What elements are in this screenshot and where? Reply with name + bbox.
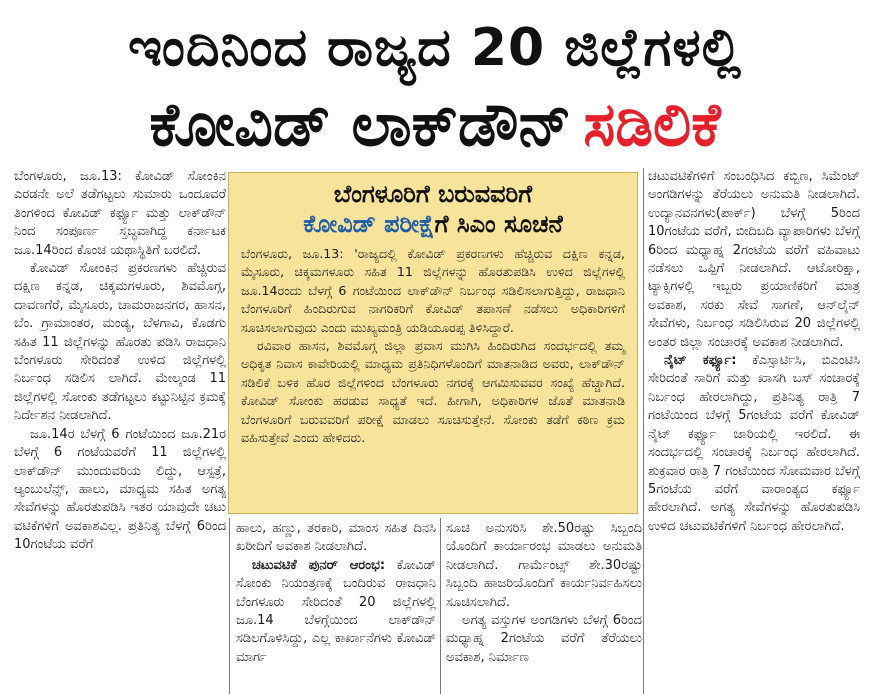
headline-line1: ಇಂದಿನಿಂದ ರಾಜ್ಯದ 20 ಜಿಲ್ಲೆಗಳಲ್ಲಿ (128, 18, 742, 78)
dateline: ಬೆಂಗಳೂರು, ಜೂ.13: (241, 246, 344, 261)
subheading: ನೈಟ್ ಕರ್ಫ್ಯೂ: (664, 353, 737, 369)
box-title-line1: ಬೆಂಗಳೂರಿಗೆ ಬರುವವರಿಗೆ (333, 180, 533, 208)
paragraph (241, 245, 625, 337)
article-column-4 (648, 168, 860, 536)
paragraph: ಜೂ.14ರ ಬೆಳಗ್ಗೆ 6 ಗಂಟೆಯಿಂದ ಜೂ.21ರ ಬೆಳಗ್ಗೆ 6 ಗಂಟೆಯವರೆಗೆ 11 ಜಿಲ್ಲೆಗಳಲ್ಲಿ ಲಾಕ್‌ಡೌನ್ ಮುಂದುವರಿಯ ಲಿದ್ದು, ಆಸ್ಪತ್ರೆ, ಆ್ಯಂಬುಲೆನ್ಸ್, ಹಾಲು, ಮಾಧ್ಯಮ ಸಹಿತ ಅಗತ್ಯ ಸೇವೆಗಳನ್ನು ಹೊರತುಪಡಿಸಿ ಇತರ ಯಾವುದೇ ಚಟು ವಟಿಕೆಗಳಿಗೆ ಅವಕಾಶವಿಲ್ಲ. ಪ್ರತಿನಿತ್ಯ ಬೆಳಗ್ಗೆ 6ರಿಂದ 10ಗಂಟೆಯ ವರೆಗೆ (14, 426, 226, 553)
paragraph: ಸೂಚಿ ಅನುಸರಿಸಿ ಶೇ.50ರಷ್ಟು ಸಿಬ್ಬಂದಿ ಯೊಂದಿಗೆ ಕಾರ್ಯಾರಂಭ ಮಾಡಲು ಅನುಮತಿ ನೀಡಲಾಗಿದೆ. ಗಾರ್ಮೆಂಟ್ಸ್ ಶೇ.30ರಷ್ಟು ಸಿಬ್ಬಂದಿ ಹಾಜರಿಯೊಂದಿಗೆ ಕಾರ್ಯನಿರ್ವಹಿಸಲು ಸೂಚಿಸಲಾಗಿದೆ. (446, 521, 642, 610)
article-column-2 (236, 520, 436, 667)
paragraph: ಕೋವಿಡ್ ಸೋಂಕಿನ ಪ್ರಕರಣಗಳು ಹೆಚ್ಚಿರುವ ದಕ್ಷಿಣ ಕನ್ನಡ, ಚಿಕ್ಕಮಗಳೂರು, ಶಿವಮೊಗ್ಗ, ದಾವಣಗೆರೆ, ಮೈಸೂರು, ಚಾಮರಾಜನಗರ, ಹಾಸನ, ಬೆಂ. ಗ್ರಾಮಾಂತರ, ಮಂಡ್ಯ, ಬೆಳಗಾವಿ, ಕೊಡಗು ಸಹಿತ 11 ಜಿಲ್ಲೆಗಳನ್ನು ಹೊರತು ಪಡಿಸಿ ರಾಜಧಾನಿ ಬೆಂಗಳೂರು ಸೇರಿದಂತೆ ಉಳಿದ ಜಿಲ್ಲೆಗಳಲ್ಲಿ ನಿರ್ಬಂಧ ಸಡಿಲಿಸ ಲಾಗಿದೆ. ಮೇಲ್ಕಂಡ 11 ಜಿಲ್ಲೆಗಳಲ್ಲಿ ಸೋಂಕು ತಡೆಗಟ್ಟಲು ಕಟ್ಟುನಿಟ್ಟಿನ ಕ್ರಮಕ್ಕೆ ನಿರ್ದೇಶನ ನೀಡಲಾಗಿದೆ. (14, 261, 226, 424)
article-column-1 (14, 168, 226, 555)
box-title-rest: ಗೆ ಸಿಎಂ ಸೂಚನೆ (434, 210, 563, 238)
paragraph: ರವಿವಾರ ಹಾಸನ, ಶಿವಮೊಗ್ಗ ಜಿಲ್ಲಾ ಪ್ರವಾಸ ಮುಗಿಸಿ ಹಿಂದಿರುಗಿದ ಸಂದರ್ಭದಲ್ಲಿ ತಮ್ಮ ಅಧಿಕೃತ ನಿವಾಸ ಕಾವೇರಿಯಲ್ಲಿ ಮಾಧ್ಯಮ ಪ್ರತಿನಿಧಿಗಳೊಂದಿಗೆ ಮಾತನಾಡಿದ ಅವರು, ಲಾಕ್‌ಡೌನ್ ಸಡಿಲಿಕೆ ಬಳಿಕ ಹೊರ ಜಿಲ್ಲೆಗಳಿಂದ ಬೆಂಗಳೂರು ನಗರಕ್ಕೆ ಆಗಮಿಸುವವರ ಸಂಖ್ಯೆ ಹೆಚ್ಚಾಗಿದೆ. ಕೋವಿಡ್ ಸೋಂಕು ಹರಡುವ ಸಾಧ್ಯತೆ ಇದೆ. ಹೀಗಾಗಿ, ಅಧಿಕಾರಿಗಳ ಜೊತೆ ಮಾತನಾಡಿ ಬೆಂಗಳೂರಿಗೆ ಬರುವವರಿಗೆ ಪರೀಕ್ಷೆ ಮಾಡಲು ಸೂಚಿಸುತ್ತೇನೆ. ಸೋಂಕು ತಡೆಗೆ ಕಠಿಣ ಕ್ರಮ ವಹಿಸುತ್ತೇವೆ ಎಂದು ಹೇಳಿದರು. (241, 338, 625, 446)
paragraph (236, 557, 436, 667)
headline-main: ಕೋವಿಡ್ ಲಾಕ್‌ಡೌನ್ (149, 90, 572, 160)
paragraph (648, 352, 860, 536)
paragraph: ಅಗತ್ಯ ವಸ್ತುಗಳ ಅಂಗಡಿಗಳು ಬೆಳಗ್ಗೆ 6ರಿಂದ ಮಧ್ಯಾಹ್ನ 2ಗಂಟೆಯ ವರೆಗೆ ತೆರೆಯಲು ಅವಕಾಶ, ನಿರ್ಮಾಣ (446, 613, 642, 665)
paragraph-text: ಕೆಎಸ್ಸಾರ್ಟಿಸಿ, ಬಿಎಂಟಿಸಿ ಸೇರಿದಂತೆ ಸಾರಿಗೆ ಮತ್ತು ಖಾಸಗಿ ಬಸ್ ಸಂಚಾರಕ್ಕೆ ನಿರ್ಬಂಧ ಹೇರಲಾಗಿದ್ದು, ಪ್ರತಿನಿತ್ಯ ರಾತ್ರಿ 7 ಗಂಟೆಯಿಂದ ಬೆಳಗ್ಗೆ 5ಗಂಟೆಯ ವರೆಗೆ ಕೋವಿಡ್ ನೈಟ್ ಕರ್ಫ್ಯೂ ಜಾರಿಯಲ್ಲಿ ಇರಲಿದೆ. ಈ ಸಂದರ್ಭದಲ್ಲಿ ಸಂಚಾರಕ್ಕೆ ನಿರ್ಬಂಧ ಹೇರಲಾಗಿದೆ. ಶುಕ್ರವಾರ ರಾತ್ರಿ 7 ಗಂಟೆಯಿಂದ ಸೋಮವಾರ ಬೆಳಗ್ಗೆ 5ಗಂಟೆಯ ವರೆಗೆ ವಾರಾಂತ್ಯದ ಕರ್ಫ್ಯೂ ಹೇರಲಾಗಿದೆ. ಅಗತ್ಯ ಸೇವೆಗಳನ್ನು ಹೊರತುಪಡಿಸಿ ಉಳಿದ ಚಟುವಟಿಕೆಗಳಿಗೆ ನಿರ್ಬಂಧ ಹೇರಲಾಗಿದೆ. (648, 353, 860, 534)
box-title-line2 (241, 209, 625, 239)
subheading: ಚಟುವಟಿಕೆ ಪುನರ್ ಆರಂಭ: (252, 557, 386, 573)
paragraph-text: ಕೋವಿಡ್ ಸೋಂಕಿನ ಎರಡನೇ ಅಲೆ ತಡೆಗಟ್ಟಲು ಸುಮಾರು ಒಂದೂವರೆ ತಿಂಗಳಿಂದ ಕೋವಿಡ್ ಕರ್ಫ್ಯೂ ಮತ್ತು ಲಾಕ್‌ಡೌನ್ ನಿಂದ ಸಂಪೂರ್ಣ ಸ್ತಬ್ಧವಾಗಿದ್ದ ಕರ್ನಾಟಕ ಜೂ.14ರಿಂದ ಕೊಂಚ ಯಥಾಸ್ಥಿತಿಗೆ ಬರಲಿದೆ. (14, 169, 226, 258)
column-divider (643, 168, 644, 694)
column-divider (440, 518, 441, 694)
paragraph: ಚಟುವಟಿಕೆಗಳಿಗೆ ಸಂಬಂಧಿಸಿದ ಕಬ್ಬಿಣ, ಸಿಮೆಂಟ್ ಅಂಗಡಿಗಳನ್ನು ತೆರೆಯಲು ಅನುಮತಿ ನೀಡಲಾಗಿದೆ. ಉದ್ಯಾನವನಗಳು(ಪಾರ್ಕ್) ಬೆಳಗ್ಗೆ 5ರಿಂದ 10ಗಂಟೆಯ ವರೆಗೆ, ಬೀದಿಬದಿ ವ್ಯಾಪಾರಿಗಳು ಬೆಳಗ್ಗೆ 6ರಿಂದ ಮಧ್ಯಾಹ್ನ 2ಗಂಟೆಯ ವರೆಗೆ ವಹಿವಾಟು ನಡೆಸಲು ಒಪ್ಪಿಗೆ ನೀಡಲಾಗಿದೆ. ಆಟೋರಿಕ್ಷಾ, ಟ್ಯಾಕ್ಸಿಗಳಲ್ಲಿ ಇಬ್ಬರು ಪ್ರಯಾಣಿಕರಿಗೆ ಮಾತ್ರ ಅವಕಾಶ, ಸರಕು ಸೇವೆ ಸಾಗಣೆ, ಆನ್‌ಲೈನ್ ಸೇವೆಗಳು, ನಿರ್ಬಂಧ ಸಡಿಲಿಸಿರುವ 20 ಜಿಲ್ಲೆಗಳಲ್ಲಿ ಅಂತರ ಜಿಲ್ಲಾ ಸಂಚಾರಕ್ಕೆ ಅವಕಾಶ ನೀಡಲಾಗಿದೆ. (648, 169, 860, 350)
dateline: ಬೆಂಗಳೂರು, ಜೂ.13: (14, 169, 122, 184)
box-title-accent: ಕೋವಿಡ್ ಪರೀಕ್ಷೆ (303, 210, 435, 238)
article-column-3 (446, 520, 642, 667)
paragraph-text: ಕೋವಿಡ್ ಸೋಂಕು ನಿಯಂತ್ರಣಕ್ಕೆ ಬಂದಿರುವ ರಾಜಧಾನಿ ಬೆಂಗಳೂರು ಸೇರಿದಂತೆ 20 ಜಿಲ್ಲೆಗಳಲ್ಲಿ ಜೂ.14 ಬೆಳಗ್ಗೆಯಿಂದ ಲಾಕ್‌ಡೌನ್ ಸಡಿಲಗೊಳಿಸಿದ್ದು, ಎಲ್ಲ ಕಾರ್ಖಾನೆಗಳು ಕೋವಿಡ್ ಮಾರ್ಗ (236, 557, 436, 665)
paragraph-text: 'ರಾಜ್ಯದಲ್ಲಿ ಕೋವಿಡ್ ಪ್ರಕರಣಗಳು ಹೆಚ್ಚಿರುವ ದಕ್ಷಿಣ ಕನ್ನಡ, ಮೈಸೂರು, ಚಿಕ್ಕಮಗಳೂರು ಸಹಿತ 11 ಜಿಲ್ಲೆಗಳನ್ನು ಹೊರತುಪಡಿಸಿ ಉಳಿದ ಜಿಲ್ಲೆಗಳಲ್ಲಿ ಜೂ.14ರಂದು ಬೆಳಗ್ಗೆ 6 ಗಂಟೆಯಿಂದ ಲಾಕ್‌ಡೌನ್ ನಿರ್ಬಂಧ ಸಡಿಲಿಸಲಾಗುತ್ತಿದ್ದು, ರಾಜಧಾನಿ ಬೆಂಗಳೂರಿಗೆ ಹಿಂದಿರುಗುವ ನಾಗರಿಕರಿಗೆ ಕೋವಿಡ್ ತಪಾಸಣೆ ನಡೆಸಲು ಅಧಿಕಾರಿಗಳಿಗೆ ಸೂಚಿಸಲಾಗುವುದು ಎಂದು ಮುಖ್ಯಮಂತ್ರಿ ಯಡಿಯೂರಪ್ಪ ತಿಳಿಸಿದ್ದಾರೆ. (241, 246, 625, 335)
paragraph: ಹಾಲು, ಹಣ್ಣು, ತರಕಾರಿ, ಮಾಂಸ ಸಹಿತ ದಿನಸಿ ಖರೀದಿಗೆ ಅವಕಾಶ ನೀಡಲಾಗಿದೆ. (236, 521, 436, 555)
paragraph (14, 168, 226, 260)
headline-line2 (0, 86, 870, 164)
box-body (241, 245, 625, 447)
headline-accent: ಸಡಿಲಿಕೆ (583, 90, 721, 160)
highlight-box (228, 172, 638, 514)
column-divider (229, 518, 230, 694)
